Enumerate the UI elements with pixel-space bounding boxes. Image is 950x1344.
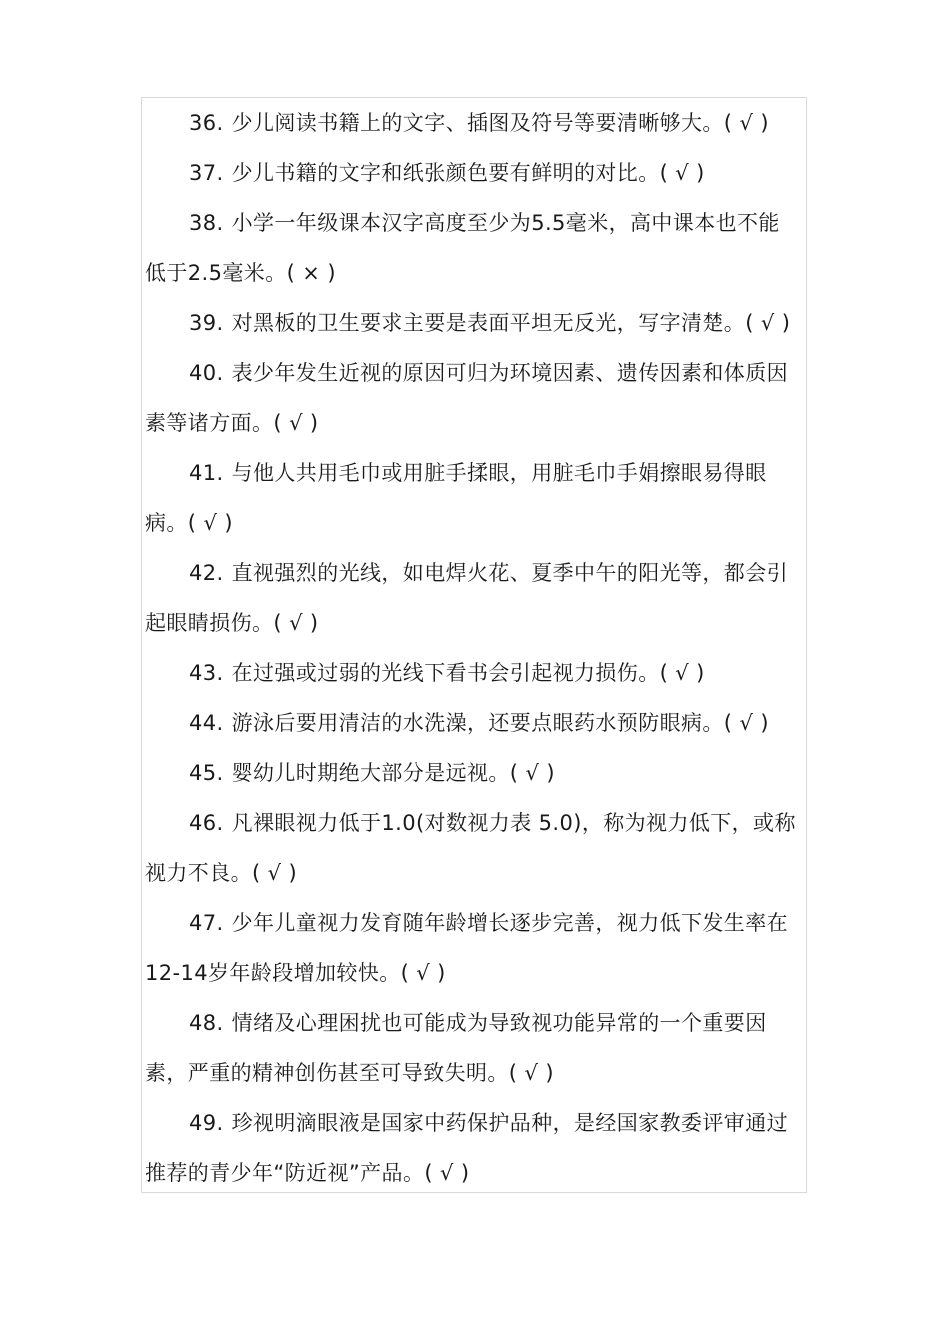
question-number: 43. bbox=[189, 661, 224, 685]
question-text: 婴幼儿时期绝大部分是远视。( √ ) bbox=[231, 761, 555, 785]
question-43 bbox=[145, 648, 815, 698]
question-42 bbox=[145, 548, 815, 648]
question-number: 46. bbox=[189, 811, 224, 835]
question-text: 对黑板的卫生要求主要是表面平坦无反光，写字清楚。( √ ) bbox=[231, 311, 791, 335]
question-number: 41. bbox=[189, 461, 224, 485]
question-number: 49. bbox=[189, 1111, 224, 1135]
question-48 bbox=[145, 998, 815, 1098]
question-45 bbox=[145, 748, 815, 798]
question-text: 珍视明滴眼液是国家中药保护品种，是经国家教委评审通过 bbox=[231, 1111, 789, 1135]
question-49 bbox=[145, 1098, 815, 1198]
question-number: 36. bbox=[189, 111, 224, 135]
question-38 bbox=[145, 198, 815, 298]
question-text-continued: 低于2.5毫米。( × ) bbox=[145, 261, 336, 285]
question-list bbox=[145, 98, 815, 1198]
question-40 bbox=[145, 348, 815, 448]
question-text: 凡裸眼视力低于1.0(对数视力表 5.0)，称为视力低下，或称 bbox=[231, 811, 796, 835]
question-number: 40. bbox=[189, 361, 224, 385]
question-number: 47. bbox=[189, 911, 224, 935]
question-number: 39. bbox=[189, 311, 224, 335]
question-text: 情绪及心理困扰也可能成为导致视功能异常的一个重要因 bbox=[231, 1011, 767, 1035]
question-text: 小学一年级课本汉字高度至少为5.5毫米，高中课本也不能 bbox=[231, 211, 780, 235]
question-text-continued: 素等诸方面。( √ ) bbox=[145, 411, 319, 435]
question-37 bbox=[145, 148, 815, 198]
question-text-continued: 起眼睛损伤。( √ ) bbox=[145, 611, 319, 635]
question-text: 在过强或过弱的光线下看书会引起视力损伤。( √ ) bbox=[231, 661, 705, 685]
question-number: 38. bbox=[189, 211, 224, 235]
question-number: 42. bbox=[189, 561, 224, 585]
question-text-continued: 视力不良。( √ ) bbox=[145, 861, 298, 885]
question-47 bbox=[145, 898, 815, 998]
question-text: 少儿书籍的文字和纸张颜色要有鲜明的对比。( √ ) bbox=[231, 161, 705, 185]
question-41 bbox=[145, 448, 815, 548]
question-number: 45. bbox=[189, 761, 224, 785]
question-number: 44. bbox=[189, 711, 224, 735]
question-44 bbox=[145, 698, 815, 748]
question-text: 少年儿童视力发育随年龄增长逐步完善，视力低下发生率在 bbox=[231, 911, 789, 935]
question-number: 48. bbox=[189, 1011, 224, 1035]
question-text: 游泳后要用清洁的水洗澡，还要点眼药水预防眼病。( √ ) bbox=[231, 711, 769, 735]
question-39 bbox=[145, 298, 815, 348]
question-number: 37. bbox=[189, 161, 224, 185]
question-text: 表少年发生近视的原因可归为环境因素、遗传因素和体质因 bbox=[231, 361, 789, 385]
question-text: 少儿阅读书籍上的文字、插图及符号等要清晰够大。( √ ) bbox=[231, 111, 769, 135]
question-46 bbox=[145, 798, 815, 898]
question-text-continued: 推荐的青少年“防近视”产品。( √ ) bbox=[145, 1161, 470, 1185]
question-36 bbox=[145, 98, 815, 148]
question-text-continued: 12-14岁年龄段增加较快。( √ ) bbox=[145, 961, 446, 985]
question-text: 直视强烈的光线，如电焊火花、夏季中午的阳光等，都会引 bbox=[231, 561, 789, 585]
question-text: 与他人共用毛巾或用脏手揉眼，用脏毛巾手娟擦眼易得眼 bbox=[231, 461, 767, 485]
question-text-continued: 素，严重的精神创伤甚至可导致失明。( √ ) bbox=[145, 1061, 554, 1085]
question-text-continued: 病。( √ ) bbox=[145, 511, 233, 535]
